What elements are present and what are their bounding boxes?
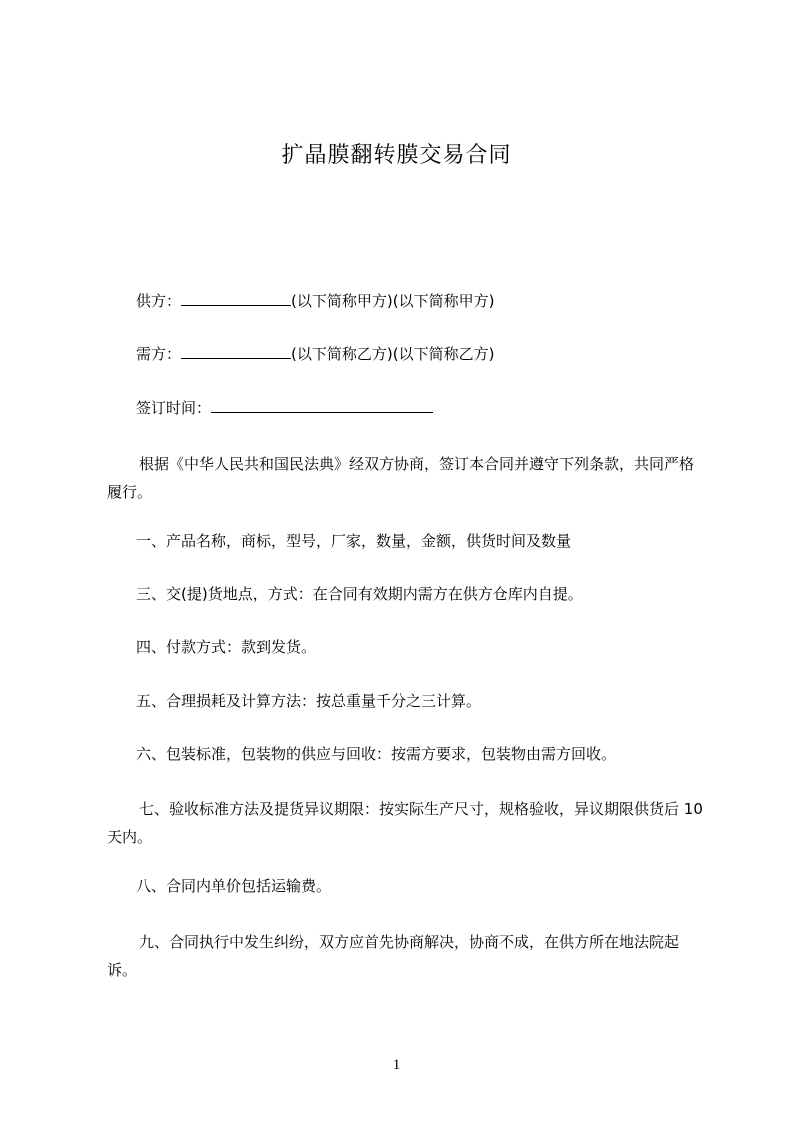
- buyer-blank[interactable]: [181, 340, 291, 359]
- supplier-line: [107, 287, 707, 315]
- supplier-label: 供方：: [136, 292, 182, 310]
- clause-5: 五、合理损耗及计算方法：按总重量千分之三计算。: [136, 692, 482, 710]
- supplier-blank[interactable]: [181, 287, 291, 306]
- clause-3: 三、交(提)货地点，方式：在合同有效期内需方在供方仓库内自提。: [136, 585, 583, 603]
- page-number: 1: [392, 1057, 401, 1073]
- sign-time-line: [107, 394, 707, 422]
- clause-4: 四、付款方式：款到发货。: [136, 638, 317, 656]
- buyer-label: 需方：: [136, 345, 182, 363]
- clause-6: 六、包装标准，包装物的供应与回收：按需方要求，包装物由需方回收。: [136, 745, 617, 763]
- buyer-line: [107, 340, 707, 368]
- preamble-paragraph: 根据《中华人民共和国民法典》经双方协商，签订本合同并遵守下列条款，共同严格履行。: [107, 455, 695, 501]
- sign-time-label: 签订时间：: [136, 399, 212, 417]
- clause-9: 九、合同执行中发生纠纷，双方应首先协商解决，协商不成，在供方所在地法院起诉。: [107, 933, 680, 979]
- buyer-suffix: (以下简称乙方)(以下简称乙方): [291, 345, 495, 363]
- document-title: 扩晶膜翻转膜交易合同: [281, 143, 512, 168]
- clause-7: 七、验收标准方法及提货异议期限：按实际生产尺寸，规格验收，异议期限供货后 10 天内。: [107, 800, 703, 846]
- clause-8: 八、合同内单价包括运输费。: [136, 877, 332, 895]
- clause-1: 一、产品名称，商标，型号，厂家，数量，金额，供货时间及数量: [136, 532, 572, 550]
- sign-time-blank[interactable]: [211, 394, 433, 413]
- supplier-suffix: (以下简称甲方)(以下简称甲方): [291, 292, 495, 310]
